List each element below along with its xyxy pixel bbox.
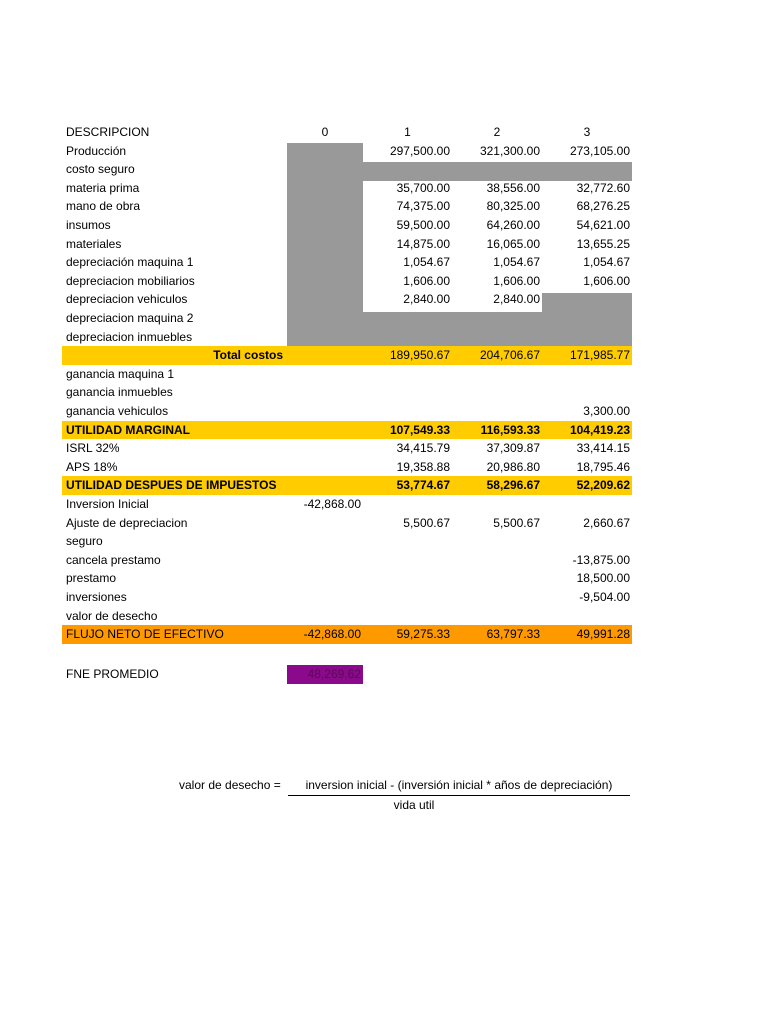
row-label: ISRL 32%	[66, 441, 120, 456]
cell-year-3: -13,875.00	[572, 552, 630, 567]
row-label: UTILIDAD DESPUES DE IMPUESTOS	[66, 478, 277, 493]
formula-label: valor de desecho =	[179, 778, 281, 792]
row-flujo-neto-efectivo	[62, 625, 632, 644]
row-label: ganancia vehiculos	[66, 404, 169, 418]
cell-year-3: 18,500.00	[576, 571, 630, 586]
cell-year-2: 321,300.00	[479, 143, 540, 158]
header-year-1: 1	[404, 125, 411, 139]
row-label: materia prima	[66, 180, 140, 195]
formula-denominator: vida util	[393, 798, 435, 812]
formula-numerator: inversion inicial - (inversión inicial * años de depreciación)	[305, 778, 613, 792]
row-label: UTILIDAD MARGINAL	[66, 422, 190, 437]
cell-year-1: 5,500.67	[403, 515, 450, 530]
cell-year-1: 107,549.33	[389, 422, 450, 437]
row-label: ganancia inmuebles	[66, 385, 173, 400]
row-valor-de-desecho	[62, 607, 632, 626]
header-year-2: 2	[493, 125, 501, 139]
header-description: DESCRIPCION	[66, 125, 150, 139]
cell-year-3: 68,276.25	[576, 199, 630, 214]
row-depreciacion-maquina-1	[62, 253, 632, 272]
cell-year-1: 19,358.88	[396, 459, 450, 474]
row-total-costos	[62, 346, 632, 365]
row-label: Total costos	[213, 348, 283, 363]
cell-year-2: 63,797.33	[486, 627, 540, 642]
cell-year-3: 52,209.62	[576, 478, 630, 493]
cell-year-2: 16,065.00	[486, 236, 540, 251]
row-ganancia-maquina-1	[62, 365, 632, 384]
row-materia-prima	[62, 179, 632, 198]
cell-year-1: 1,606.00	[403, 273, 450, 288]
fne-promedio-label: FNE PROMEDIO	[66, 667, 159, 681]
cell-year-2: 204,706.67	[479, 348, 540, 363]
cell-year-3: 33,414.15	[576, 441, 630, 456]
cell-year-1: 14,875.00	[396, 236, 450, 251]
row-ganancia-vehiculos	[62, 402, 632, 421]
row-label: Inversion Inicial	[66, 497, 149, 511]
cell-year-3: 104,419.23	[569, 422, 630, 437]
row-costo-seguro	[62, 160, 632, 179]
cell-year-2: 58,296.67	[486, 478, 540, 493]
row-ganancia-inmuebles	[62, 383, 632, 402]
row-label: costo seguro	[66, 162, 135, 177]
cell-year-3: 273,105.00	[569, 143, 630, 158]
row-label: ganancia maquina 1	[66, 366, 175, 381]
row-label: materiales	[66, 236, 122, 251]
cell-year-2: 64,260.00	[486, 218, 540, 232]
cell-year-2: 1,606.00	[493, 273, 540, 288]
row-produccion	[62, 142, 632, 161]
row-label: seguro	[66, 534, 103, 549]
cell-year-2: 38,556.00	[486, 180, 540, 195]
row-label: depreciacion maquina 2	[66, 311, 194, 325]
fne-promedio-value: 48,269.62	[287, 665, 363, 684]
header-year-0: 0	[321, 125, 329, 139]
row-depreciacion-vehiculos	[62, 290, 632, 309]
cell-year-1: 2,840.00	[403, 292, 450, 307]
cell-year-2: 116,593.33	[480, 422, 540, 437]
row-aps	[62, 458, 632, 477]
row-mano-de-obra	[62, 197, 632, 216]
cell-year-1: 59,275.33	[396, 627, 450, 642]
cell-year-1: 297,500.00	[389, 143, 450, 158]
row-label: mano de obra	[66, 199, 141, 214]
cell-year-3: 13,655.25	[576, 236, 630, 251]
cell-year-2: 1,054.67	[493, 255, 540, 270]
cell-year-0: -42,868.00	[303, 497, 361, 511]
cell-year-3: 18,795.46	[576, 459, 630, 474]
cell-year-2: 20,986.80	[486, 459, 540, 474]
row-inversion-inicial	[62, 495, 632, 514]
cell-year-3: 1,606.00	[583, 273, 630, 288]
row-ajuste-depreciacion	[62, 514, 632, 533]
cell-year-0: -42,868.00	[303, 627, 361, 642]
row-label: cancela prestamo	[66, 552, 161, 567]
row-depreciacion-mobiliarios	[62, 272, 632, 291]
row-isrl	[62, 439, 632, 458]
row-label: APS 18%	[66, 459, 118, 474]
row-label: prestamo	[66, 571, 117, 586]
row-seguro	[62, 532, 632, 551]
row-inversiones	[62, 588, 632, 607]
row-insumos	[62, 216, 632, 235]
header-row	[62, 123, 632, 142]
row-label: depreciacion vehiculos	[66, 292, 188, 307]
row-label: Ajuste de depreciacion	[66, 515, 188, 530]
cell-year-3: -9,504.00	[579, 590, 630, 604]
row-label: depreciación maquina 1	[66, 255, 194, 270]
row-label: inversiones	[66, 590, 127, 604]
row-cancela-prestamo	[62, 551, 632, 570]
row-utilidad-despues-impuestos	[62, 476, 632, 495]
cell-year-1: 53,774.67	[396, 478, 450, 493]
row-label: valor de desecho	[66, 608, 158, 623]
cell-year-3: 49,991.28	[576, 627, 630, 642]
row-utilidad-marginal	[62, 421, 632, 440]
cell-year-2: 2,840.00	[493, 292, 540, 307]
row-depreciacion-inmuebles	[62, 328, 632, 347]
cell-year-1: 74,375.00	[396, 199, 450, 214]
cell-year-2: 80,325.00	[486, 199, 540, 214]
cell-year-3: 54,621.00	[576, 218, 630, 232]
cell-year-3: 3,300.00	[583, 404, 630, 418]
row-depreciacion-maquina-2	[62, 309, 632, 328]
row-label: depreciacion inmuebles	[66, 329, 193, 344]
cell-year-3: 1,054.67	[583, 255, 630, 270]
row-prestamo	[62, 569, 632, 588]
cell-year-1: 1,054.67	[403, 255, 450, 270]
cell-year-3: 32,772.60	[576, 180, 630, 195]
row-label: depreciacion mobiliarios	[66, 273, 195, 288]
row-label: Producción	[66, 143, 127, 158]
cell-year-1: 34,415.79	[396, 441, 450, 456]
row-materiales	[62, 235, 632, 254]
cell-year-3: 171,985.77	[569, 348, 630, 363]
header-year-3: 3	[583, 125, 591, 139]
row-label: insumos	[66, 218, 111, 232]
cell-year-2: 5,500.67	[493, 515, 540, 530]
cell-year-3: 2,660.67	[583, 515, 630, 530]
cell-year-1: 35,700.00	[396, 180, 450, 195]
cell-year-1: 189,950.67	[389, 348, 450, 363]
cell-year-1: 59,500.00	[396, 218, 450, 232]
row-label: FLUJO NETO DE EFECTIVO	[66, 627, 224, 642]
cell-year-2: 37,309.87	[486, 441, 540, 456]
fraction-bar	[288, 795, 630, 796]
